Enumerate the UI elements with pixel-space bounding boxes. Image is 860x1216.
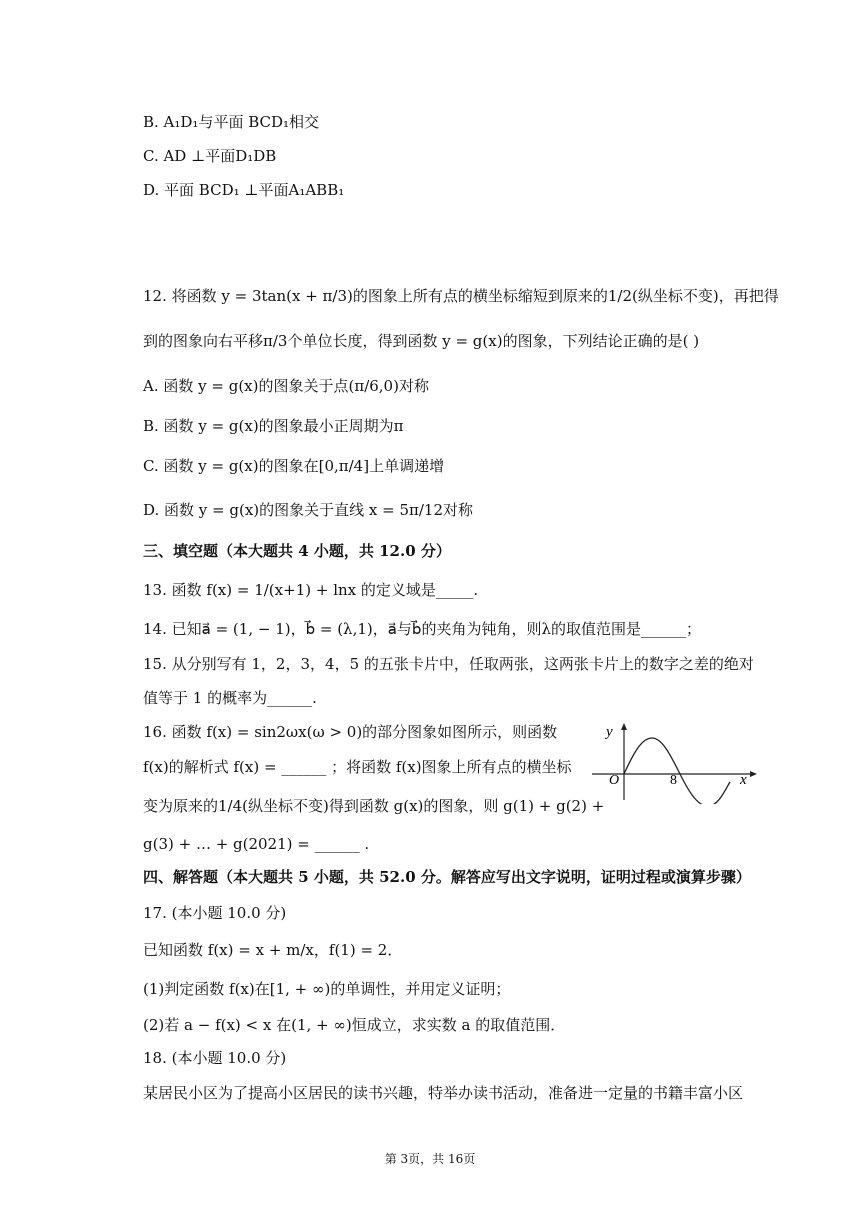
text-line: B. A₁D₁与平面 BCD₁相交 — [143, 113, 320, 131]
text-line: 到的图象向右平移π/3个单位长度，得到函数 y = g(x)的图象，下列结论正确的是( ) — [143, 332, 700, 350]
text-line: 13. 函数 f(x) = 1/(x+1) + lnx 的定义域是_____. — [143, 581, 479, 599]
text-line: 值等于 1 的概率为______. — [143, 689, 317, 707]
section-heading: 三、填空题（本大题共 4 小题，共 12.0 分） — [143, 542, 451, 560]
text-line: f(x)的解析式 f(x) = ______ ；将函数 f(x)图象上所有点的横坐标 — [143, 758, 572, 776]
x-axis-arrow — [750, 771, 757, 777]
text-line: A. 函数 y = g(x)的图象关于点(π/6,0)对称 — [143, 377, 429, 395]
text-line: 17. (本小题 10.0 分) — [143, 904, 287, 922]
text-line: 14. 已知a⃗ = (1, − 1)，b⃗ = (λ,1)，a⃗与b⃗的夹角为钝角，则λ的取值范围是______； — [143, 620, 701, 638]
text-line: g(3) + … + g(2021) = ______ . — [143, 835, 370, 853]
text-line: 16. 函数 f(x) = sin2ωx(ω > 0)的部分图象如图所示，则函数 — [143, 723, 558, 741]
text-line: 已知函数 f(x) = x + m/x，f(1) = 2． — [143, 941, 403, 959]
text-line: C. AD ⊥平面D₁DB — [143, 147, 277, 165]
sine-graph — [590, 722, 760, 804]
text-line: 15. 从分别写有 1，2，3，4，5 的五张卡片中，任取两张，这两张卡片上的数字之差的绝对 — [143, 655, 754, 673]
text-line: C. 函数 y = g(x)的图象在[0,π/4]上单调递增 — [143, 457, 445, 475]
text-line: B. 函数 y = g(x)的图象最小正周期为π — [143, 417, 404, 435]
text-line: 18. (本小题 10.0 分) — [143, 1049, 287, 1067]
x-axis-label: x — [740, 772, 747, 788]
origin-label: O — [609, 773, 620, 788]
page-footer: 第 3页，共 16页 — [384, 1152, 476, 1166]
text-line: D. 平面 BCD₁ ⊥平面A₁ABB₁ — [143, 181, 345, 199]
tick-label-8: 8 — [670, 773, 677, 788]
section-heading: 四、解答题（本大题共 5 小题，共 52.0 分。解答应写出文字说明，证明过程或演算步骤） — [143, 868, 751, 886]
y-axis-arrow — [621, 723, 627, 730]
text-line: D. 函数 y = g(x)的图象关于直线 x = 5π/12对称 — [143, 501, 474, 519]
text-line: 12. 将函数 y = 3tan(x + π/3)的图象上所有点的横坐标缩短到原来的1/2(纵坐标不变)，再把得 — [143, 287, 779, 305]
text-line: 变为原来的1/4(纵坐标不变)得到函数 g(x)的图象，则 g(1) + g(2) + — [143, 797, 605, 815]
text-line: 某居民小区为了提高小区居民的读书兴趣，特举办读书活动，准备进一定量的书籍丰富小区 — [143, 1084, 744, 1102]
text-line: (2)若 a − f(x) < x 在(1, + ∞)恒成立，求实数 a 的取值范围． — [143, 1016, 566, 1034]
y-axis-label: y — [606, 724, 613, 740]
text-line: (1)判定函数 f(x)在[1, + ∞)的单调性，并用定义证明； — [143, 980, 511, 998]
sine-curve — [624, 738, 730, 804]
